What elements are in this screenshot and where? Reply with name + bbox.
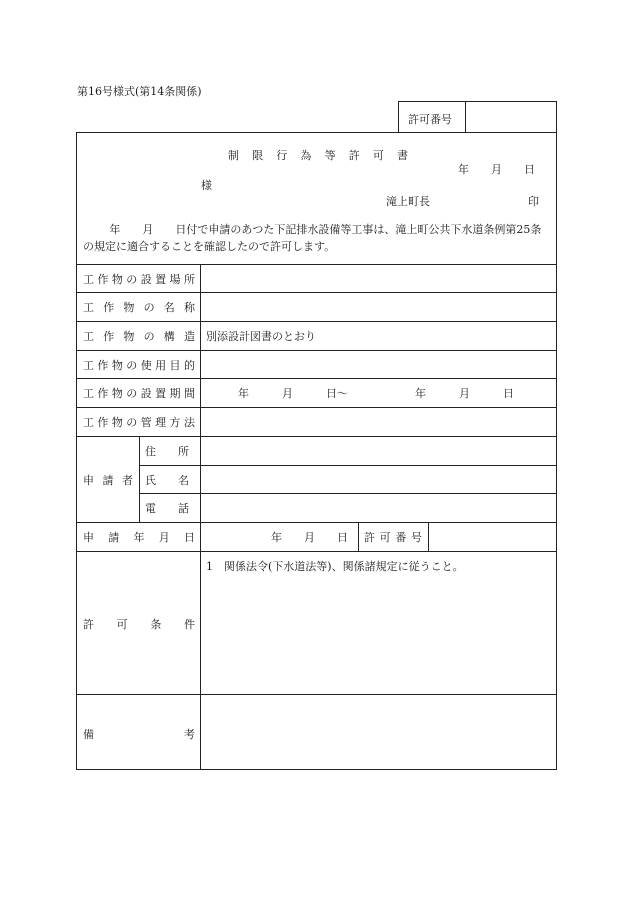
applicant-label: 申 請 者 — [83, 474, 133, 487]
label-divider — [200, 264, 201, 770]
period-from: 年 月 日〜 — [238, 387, 348, 400]
permit-number-label: 許可番号 — [408, 113, 452, 126]
rule — [76, 292, 557, 293]
purpose-label: 工 作 物 の 使 用 目 的 — [83, 359, 195, 372]
addressee-suffix: 様 — [201, 179, 212, 192]
rule — [76, 522, 557, 523]
form-caption: 第16号様式(第14条関係) — [77, 85, 202, 98]
name-label: 工 作 物 の 名 称 — [83, 301, 195, 314]
address-label: 住 所 — [145, 445, 189, 458]
rule — [76, 436, 557, 437]
structure-value: 別添設計図書のとおり — [206, 330, 316, 343]
application-date-value: 年 月 日 — [271, 531, 348, 544]
date-divider — [358, 522, 359, 551]
full-name-label: 氏 名 — [145, 474, 189, 487]
form-title: 制 限 行 為 等 許 可 書 — [228, 149, 408, 162]
permit-number-box — [398, 101, 557, 133]
remarks-label: 備 考 — [83, 728, 195, 741]
phone-label: 電 話 — [145, 502, 189, 515]
permit-number-divider — [465, 102, 466, 133]
rule — [139, 465, 557, 466]
rule — [139, 493, 557, 494]
applicant-divider — [139, 436, 140, 522]
location-label: 工 作 物 の 設 置 場 所 — [83, 273, 195, 286]
conditions-label: 許 可 条 件 — [83, 618, 195, 631]
rule — [76, 407, 557, 408]
management-label: 工 作 物 の 管 理 方 法 — [83, 416, 195, 429]
rule — [76, 378, 557, 379]
rule — [76, 551, 557, 552]
rule — [76, 264, 557, 265]
application-date-label: 申 請 年 月 日 — [83, 531, 195, 544]
rule — [76, 350, 557, 351]
permit-no-label: 許 可 番 号 — [364, 531, 422, 544]
seal-mark: 印 — [528, 195, 539, 208]
permit-statement: 年 月 日付で申請のあつた下記排水設備等工事は、滝上町公共下水道条例第25条の規定に適合することを確認したので許可します。 — [83, 223, 542, 253]
structure-label: 工 作 物 の 構 造 — [83, 330, 195, 343]
period-label: 工 作 物 の 設 置 期 間 — [83, 387, 195, 400]
permit-no-divider — [428, 522, 429, 551]
issuer-title: 滝上町長 — [386, 195, 430, 208]
condition-item: 1 関係法令(下水道法等)、関係諸規定に従うこと。 — [206, 560, 464, 573]
rule — [76, 694, 557, 695]
issue-date: 年 月 日 — [458, 163, 535, 176]
period-to: 年 月 日 — [415, 387, 514, 400]
rule — [76, 321, 557, 322]
